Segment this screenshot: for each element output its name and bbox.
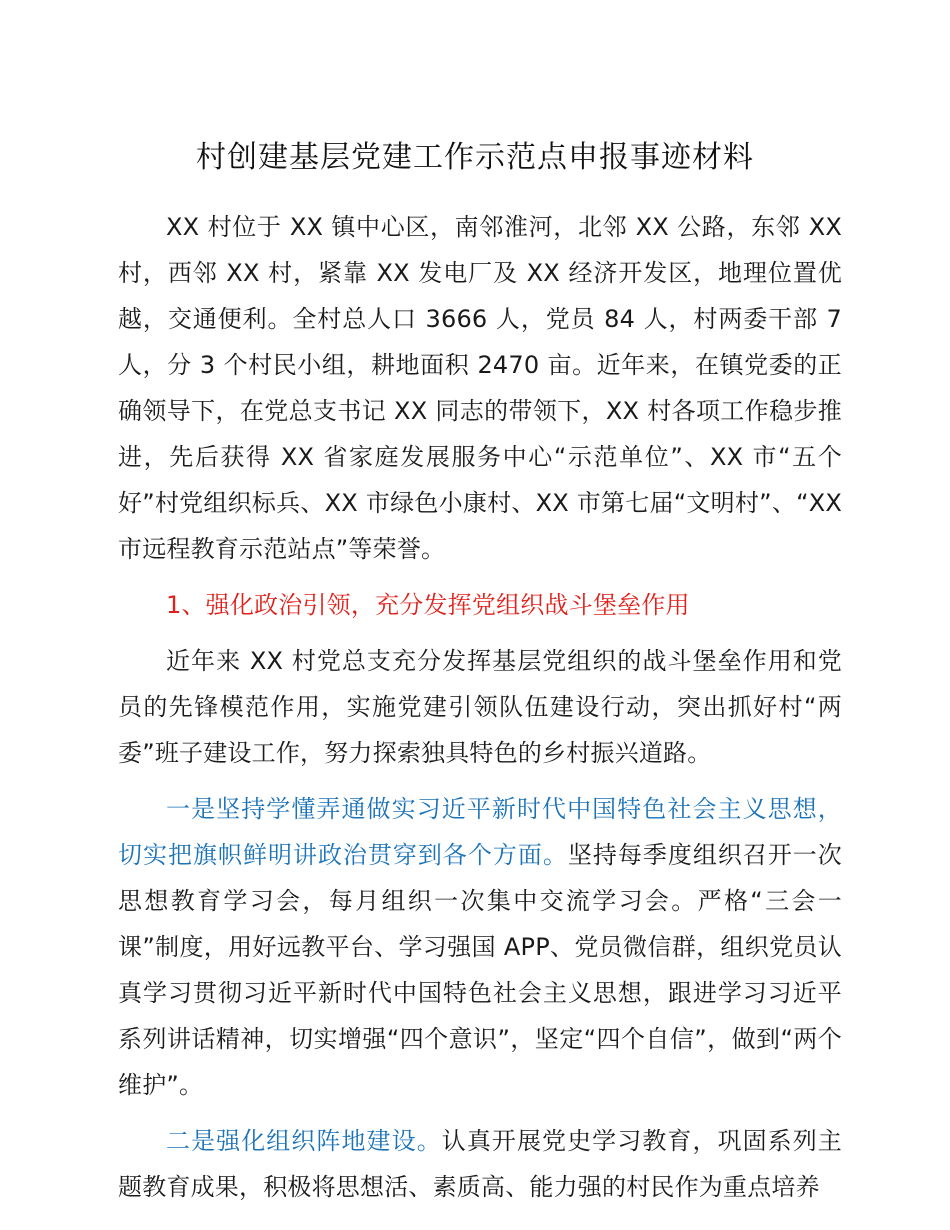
point-2-body: 认真开展党史学习教育，巩固系列主题教育成果，积极将思想活、素质高、能力强的村民作为重点培养 <box>118 1127 842 1201</box>
point-1-lead: 一是坚持学懂弄通做实习近平新时代中国特色社会主义思想，切实把旗帜鲜明讲政治贯穿到各个方面。 <box>118 795 842 869</box>
point-2-paragraph <box>118 1118 842 1210</box>
section-1-intro-paragraph: 近年来 XX 村党总支充分发挥基层党组织的战斗堡垒作用和党员的先锋模范作用，实施党建引领队伍建设行动，突出抓好村“两委”班子建设工作，努力探索独具特色的乡村振兴道路。 <box>118 647 842 767</box>
point-2-lead: 二是强化组织阵地建设。 <box>166 1127 442 1155</box>
intro-paragraph: XX 村位于 XX 镇中心区，南邻淮河，北邻 XX 公路，东邻 XX 村，西邻 XX 村，紧靠 XX 发电厂及 XX 经济开发区，地理位置优越，交通便利。全村总人口 3666 人，党员 84 人，村两委干部 7 人，分 3 个村民小组，耕地面积 2470 亩。近年来，在镇党委的正确领导下，在党总支书记 XX 同志的带领下，XX 村各项工作稳步推进，先后获得 XX 省家庭发展服务中心“示范单位”、XX 市“五个好”村党组织标兵、XX 市绿色小康村、XX 市第七届“文明村”、“XX 市远程教育示范站点”等荣誉。 <box>118 213 842 563</box>
point-1-paragraph <box>118 786 842 1108</box>
point-1-body: 坚持每季度组织召开一次思想教育学习会，每月组织一次集中交流学习会。严格“三会一课”制度，用好远教平台、学习强国 APP、党员微信群，组织党员认真学习贯彻习近平新时代中国特色社会主义思想，跟进学习习近平系列讲话精神，切实增强“四个意识”，坚定“四个自信”，做到“两个维护”。 <box>118 841 842 1099</box>
document-body <box>118 204 842 1220</box>
section-1-heading: 1、强化政治引领，充分发挥党组织战斗堡垒作用 <box>166 591 690 619</box>
document-title: 村创建基层党建工作示范点申报事迹材料 <box>196 140 754 175</box>
